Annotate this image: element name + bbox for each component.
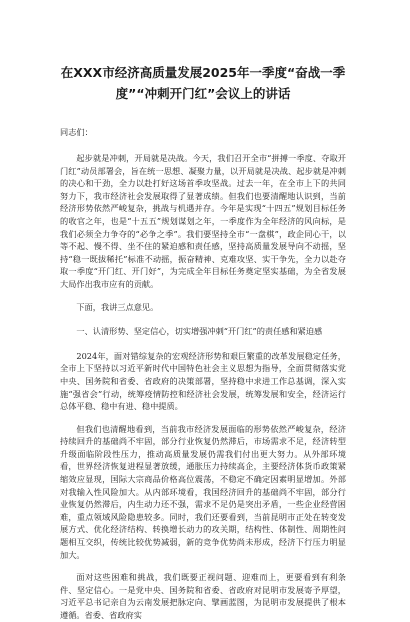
document-title: 在XXX市经济高质量发展2025年一季度“奋战一季度”“冲刺开门红”会议上的讲话 (60, 65, 346, 101)
salutation: 同志们： (60, 127, 93, 137)
intro-line: 下面，我讲三点意见。 (76, 301, 159, 312)
body-paragraph: 但我们也清醒地看到，当前我市经济发展面临的形势依然严峻复杂，经济持续回升的基础尚不牢固，部分行业恢复仍然滞后，市场需求不足，经济转型升级面临阶段性压力，推动高质量发展仍需我们付出更大努力。从外部环境看，世界经济恢复进程显著放缓，通胀压力持续高企，主要经济体货币政策紧缩效应显现，国际大宗商品价格高位震荡，不稳定不确定因素明显增加。外部对我输入性风险加大。从内部环境看，我国经济回升的基础尚不牢固，部分行业恢复仍然滞后，内生动力还不强，需求不足仍是突出矛盾，一些企业经营困难，重点领域风险隐患较多。同时，我们还要看到，当前昆明市正处在转变发展方式、优化经济结构、转换增长动力的攻关期，结构性、体制性、周期性问题相互交织，传统比较优势减弱，新的竞争优势尚未形成，经济下行压力明显加大。 (60, 423, 346, 560)
body-paragraph: 面对这些困难和挑战，我们既要正视问题、迎难而上，更要看到有利条件、坚定信心。一是党中央、国务院和省委、省政府对昆明市发展寄予厚望，习近平总书记亲自为云南发展把脉定向、擘画蓝图，为昆明市发展提供了根本遵循。省委、省政府实 (60, 572, 346, 620)
section-heading: 一、认清形势、坚定信心，切实增强冲刺“开门红”的责任感和紧迫感 (76, 326, 323, 337)
opening-paragraph: 起步就是冲刺，开局就是决战。今天，我们召开全市“拼搏一季度、夺取开门红”动员部署会，旨在统一思想、凝聚力量，以开局就是决战、起步就是冲刺的决心和干劲，全力以赴打好这场首季攻坚战。过去一年，在全市上下的共同努力下，我市经济社会发展取得了显著成绩。但我们也要清醒地认识到，当前经济形势依然严峻复杂，挑战与机遇并存。今年是实现“十四五”规划目标任务的收官之年，也是“十五五”规划谋划之年，一季度作为全年经济的风向标，是我们必须全力争夺的“必争之季”。我们要坚持全市“一盘棋”，政企同心干，以等不起、慢不得、坐不住的紧迫感和责任感，坚持高质量发展导向不动摇，坚持“稳一既拔稀托”标准不动摇，振奋精神、克难攻坚、实干争先，全力以赴夺取一季度“开门红、开门好”，为完成全年目标任务奠定坚实基础，为全省发展大局作出我市应有的贡献。 (60, 153, 346, 289)
body-paragraph: 2024年，面对错综复杂的宏观经济形势和艰巨繁重的改革发展稳定任务，全市上下坚持以习近平新时代中国特色社会主义思想为指导，全面贯彻落实党中央、国务院和省委、省政府的决策部署，坚持稳中求进工作总基调，深入实施“强省会”行动，统筹疫情防控和经济社会发展，统筹发展和安全，经济运行总体平稳、稳中有进、稳中提质。 (60, 350, 346, 412)
